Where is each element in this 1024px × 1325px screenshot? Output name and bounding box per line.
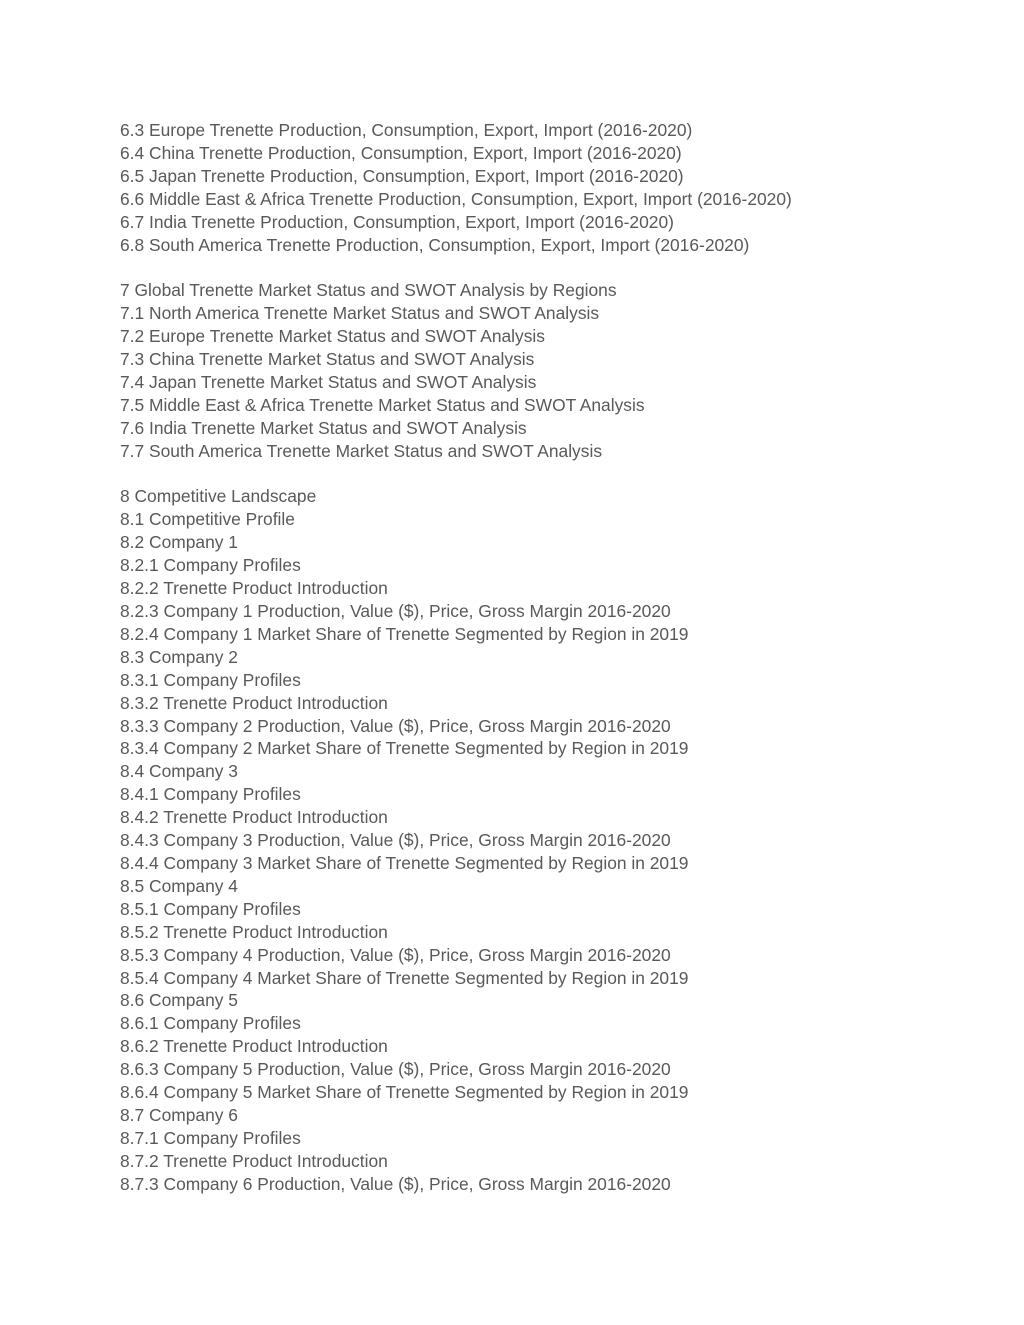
toc-line: 7.2 Europe Trenette Market Status and SWOT Analysis	[120, 326, 545, 347]
toc-line: 8 Competitive Landscape	[120, 486, 317, 507]
toc-line: 6.7 India Trenette Production, Consumption, Export, Import (2016-2020)	[120, 211, 674, 232]
document-page	[120, 119, 1000, 1196]
toc-line: 8.4 Company 3	[120, 761, 238, 782]
toc-line: 7.3 China Trenette Market Status and SWOT Analysis	[120, 349, 535, 370]
toc-line: 7.5 Middle East & Africa Trenette Market Status and SWOT Analysis	[120, 394, 645, 415]
toc-line: 8.3 Company 2	[120, 646, 238, 667]
toc-line: 6.8 South America Trenette Production, Consumption, Export, Import (2016-2020)	[120, 234, 750, 255]
toc-line: 8.5.4 Company 4 Market Share of Trenette Segmented by Region in 2019	[120, 967, 689, 988]
toc-line: 8.7.3 Company 6 Production, Value ($), Price, Gross Margin 2016-2020	[120, 1173, 671, 1194]
toc-line: 8.6.2 Trenette Product Introduction	[120, 1036, 388, 1057]
toc-line: 8.6.3 Company 5 Production, Value ($), Price, Gross Margin 2016-2020	[120, 1059, 671, 1080]
toc-line: 8.5.2 Trenette Product Introduction	[120, 921, 388, 942]
toc-line: 6.4 China Trenette Production, Consumption, Export, Import (2016-2020)	[120, 142, 682, 163]
toc-line: 6.3 Europe Trenette Production, Consumption, Export, Import (2016-2020)	[120, 120, 693, 140]
toc-line: 8.4.2 Trenette Product Introduction	[120, 807, 388, 828]
toc-line: 8.2.1 Company Profiles	[120, 555, 301, 576]
toc-line: 8.4.4 Company 3 Market Share of Trenette Segmented by Region in 2019	[120, 852, 689, 873]
toc-section	[120, 119, 1000, 256]
toc-line: 8.2.4 Company 1 Market Share of Trenette Segmented by Region in 2019	[120, 623, 689, 644]
toc-line: 8.4.1 Company Profiles	[120, 784, 301, 805]
toc-line: 8.3.4 Company 2 Market Share of Trenette Segmented by Region in 2019	[120, 738, 689, 759]
toc-line: 8.3.3 Company 2 Production, Value ($), Price, Gross Margin 2016-2020	[120, 715, 671, 736]
toc-line: 8.3.1 Company Profiles	[120, 669, 301, 690]
toc-line: 6.5 Japan Trenette Production, Consumption, Export, Import (2016-2020)	[120, 165, 684, 186]
toc-line: 6.6 Middle East & Africa Trenette Production, Consumption, Export, Import (2016-2020)	[120, 188, 792, 209]
toc-line: 8.7 Company 6	[120, 1104, 238, 1125]
toc-line: 7.4 Japan Trenette Market Status and SWOT Analysis	[120, 371, 537, 392]
toc-line: 8.2.3 Company 1 Production, Value ($), Price, Gross Margin 2016-2020	[120, 601, 671, 621]
toc-line: 8.2.2 Trenette Product Introduction	[120, 578, 388, 599]
toc-line: 7.7 South America Trenette Market Status and SWOT Analysis	[120, 440, 603, 461]
toc-line: 8.2 Company 1	[120, 532, 238, 553]
toc-line: 8.5.1 Company Profiles	[120, 898, 301, 919]
toc-line: 8.6.4 Company 5 Market Share of Trenette Segmented by Region in 2019	[120, 1082, 689, 1103]
toc-line: 8.4.3 Company 3 Production, Value ($), Price, Gross Margin 2016-2020	[120, 830, 671, 851]
toc-line: 8.7.2 Trenette Product Introduction	[120, 1150, 388, 1171]
toc-line: 8.5.3 Company 4 Production, Value ($), Price, Gross Margin 2016-2020	[120, 944, 671, 965]
toc-section	[120, 485, 1000, 1195]
toc-line: 8.1 Competitive Profile	[120, 509, 295, 530]
toc-line: 7.1 North America Trenette Market Status and SWOT Analysis	[120, 303, 600, 324]
toc-line: 8.3.2 Trenette Product Introduction	[120, 692, 388, 713]
toc-section	[120, 279, 1000, 462]
toc-line: 8.7.1 Company Profiles	[120, 1127, 301, 1148]
toc-line: 8.5 Company 4	[120, 875, 238, 896]
toc-line: 7.6 India Trenette Market Status and SWOT Analysis	[120, 417, 527, 438]
toc-line: 7 Global Trenette Market Status and SWOT Analysis by Regions	[120, 280, 617, 301]
toc-line: 8.6 Company 5	[120, 990, 238, 1011]
toc-line: 8.6.1 Company Profiles	[120, 1013, 301, 1034]
